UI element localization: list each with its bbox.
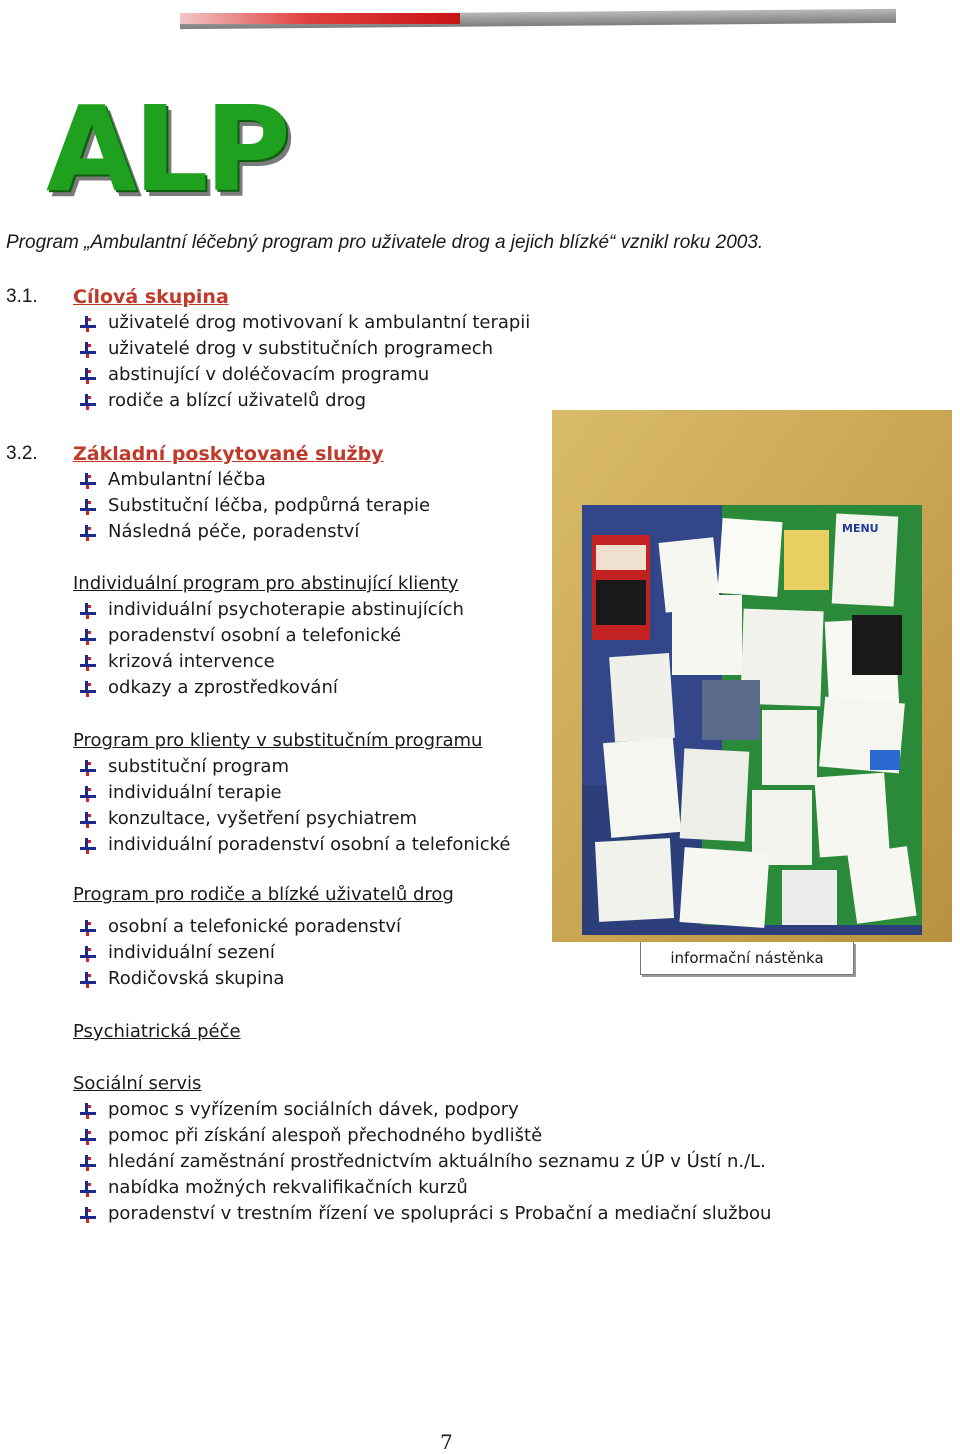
list-item — [80, 1175, 771, 1201]
parents-program-list — [80, 914, 401, 992]
substitution-program-list — [80, 754, 511, 858]
list-item — [80, 467, 430, 493]
list-item — [80, 362, 530, 388]
list-item-text: konzultace, vyšetření psychiatrem — [108, 808, 418, 829]
list-item — [80, 940, 401, 966]
pushpin-bullet-icon — [80, 394, 96, 410]
list-item-text: Následná péče, poradenství — [108, 521, 360, 542]
pushpin-bullet-icon — [80, 681, 96, 697]
list-item-text: rodiče a blízcí uživatelů drog — [108, 390, 367, 411]
notice-board-illustration — [552, 410, 952, 942]
list-item — [80, 675, 464, 701]
list-item-text: abstinující v doléčovacím programu — [108, 364, 430, 385]
list-item-text: individuální psychoterapie abstinujících — [108, 599, 464, 620]
pushpin-bullet-icon — [80, 499, 96, 515]
pushpin-bullet-icon — [80, 946, 96, 962]
pushpin-bullet-icon — [80, 812, 96, 828]
pushpin-bullet-icon — [80, 629, 96, 645]
abstinent-program-list — [80, 597, 464, 701]
alp-logo: ALP — [46, 80, 287, 218]
list-item — [80, 754, 511, 780]
list-item-text: substituční program — [108, 756, 289, 777]
list-item-text: uživatelé drog v substitučních programech — [108, 338, 494, 359]
list-item — [80, 519, 430, 545]
target-group-list — [80, 310, 530, 414]
list-item — [80, 832, 511, 858]
list-item-text: hledání zaměstnání prostřednictvím aktuálního seznamu z ÚP v Ústí n./L. — [108, 1151, 766, 1172]
pushpin-bullet-icon — [80, 525, 96, 541]
list-item — [80, 1149, 771, 1175]
basic-services-list — [80, 467, 430, 545]
list-item — [80, 1123, 771, 1149]
list-item-text: uživatelé drog motivovaní k ambulantní terapii — [108, 312, 531, 333]
list-item-text: individuální sezení — [108, 942, 275, 963]
section-title: Cílová skupina — [73, 286, 229, 308]
section-number: 3.1. — [6, 286, 38, 307]
section-number: 3.2. — [6, 443, 38, 464]
header-bar-accent — [180, 13, 460, 24]
pushpin-bullet-icon — [80, 655, 96, 671]
page-number: 7 — [440, 1430, 453, 1454]
list-item-text: poradenství v trestním řízení ve spolupráci s Probační a mediační službou — [108, 1203, 772, 1224]
list-item — [80, 806, 511, 832]
pushpin-bullet-icon — [80, 972, 96, 988]
pushpin-bullet-icon — [80, 1155, 96, 1171]
pushpin-bullet-icon — [80, 342, 96, 358]
photo-caption: informační nástěnka — [640, 942, 854, 975]
intro-text: Program „Ambulantní léčebný program pro uživatele drog a jejich blízké“ vznikl roku 2003. — [6, 232, 764, 253]
section-title: Základní poskytované služby — [73, 443, 384, 465]
subsection-title: Program pro rodiče a blízké uživatelů drog — [73, 884, 454, 905]
list-item — [80, 623, 464, 649]
list-item-text: Rodičovská skupina — [108, 968, 285, 989]
pushpin-bullet-icon — [80, 1129, 96, 1145]
list-item — [80, 1201, 771, 1227]
list-item-text: odkazy a zprostředkování — [108, 677, 338, 698]
list-item-text: osobní a telefonické poradenství — [108, 916, 402, 937]
list-item-text: individuální terapie — [108, 782, 282, 803]
pushpin-bullet-icon — [80, 368, 96, 384]
list-item — [80, 914, 401, 940]
menu-label: MENU — [842, 522, 879, 535]
list-item-text: poradenství osobní a telefonické — [108, 625, 402, 646]
pushpin-bullet-icon — [80, 920, 96, 936]
list-item — [80, 493, 430, 519]
list-item — [80, 336, 530, 362]
list-item — [80, 780, 511, 806]
pushpin-bullet-icon — [80, 1103, 96, 1119]
pushpin-bullet-icon — [80, 838, 96, 854]
list-item — [80, 1097, 771, 1123]
pushpin-bullet-icon — [80, 603, 96, 619]
social-service-list — [80, 1097, 771, 1227]
list-item-text: Substituční léčba, podpůrná terapie — [108, 495, 431, 516]
list-item-text: pomoc při získání alespoň přechodného bydliště — [108, 1125, 543, 1146]
list-item-text: nabídka možných rekvalifikačních kurzů — [108, 1177, 468, 1198]
subsection-title: Sociální servis — [73, 1073, 202, 1094]
pushpin-bullet-icon — [80, 316, 96, 332]
pushpin-bullet-icon — [80, 1181, 96, 1197]
list-item — [80, 388, 530, 414]
list-item-text: individuální poradenství osobní a telefonické — [108, 834, 511, 855]
list-item — [80, 310, 530, 336]
list-item — [80, 597, 464, 623]
list-item — [80, 966, 401, 992]
subsection-title: Program pro klienty v substitučním programu — [73, 730, 483, 751]
pushpin-bullet-icon — [80, 1207, 96, 1223]
list-item-text: pomoc s vyřízením sociálních dávek, podpory — [108, 1099, 519, 1120]
list-item-text: krizová intervence — [108, 651, 275, 672]
notice-board-photo — [552, 410, 952, 942]
list-item — [80, 649, 464, 675]
subsection-title: Individuální program pro abstinující klienty — [73, 573, 459, 594]
list-item-text: Ambulantní léčba — [108, 469, 266, 490]
subsection-title: Psychiatrická péče — [73, 1021, 241, 1042]
pushpin-bullet-icon — [80, 473, 96, 489]
pushpin-bullet-icon — [80, 786, 96, 802]
pushpin-bullet-icon — [80, 760, 96, 776]
